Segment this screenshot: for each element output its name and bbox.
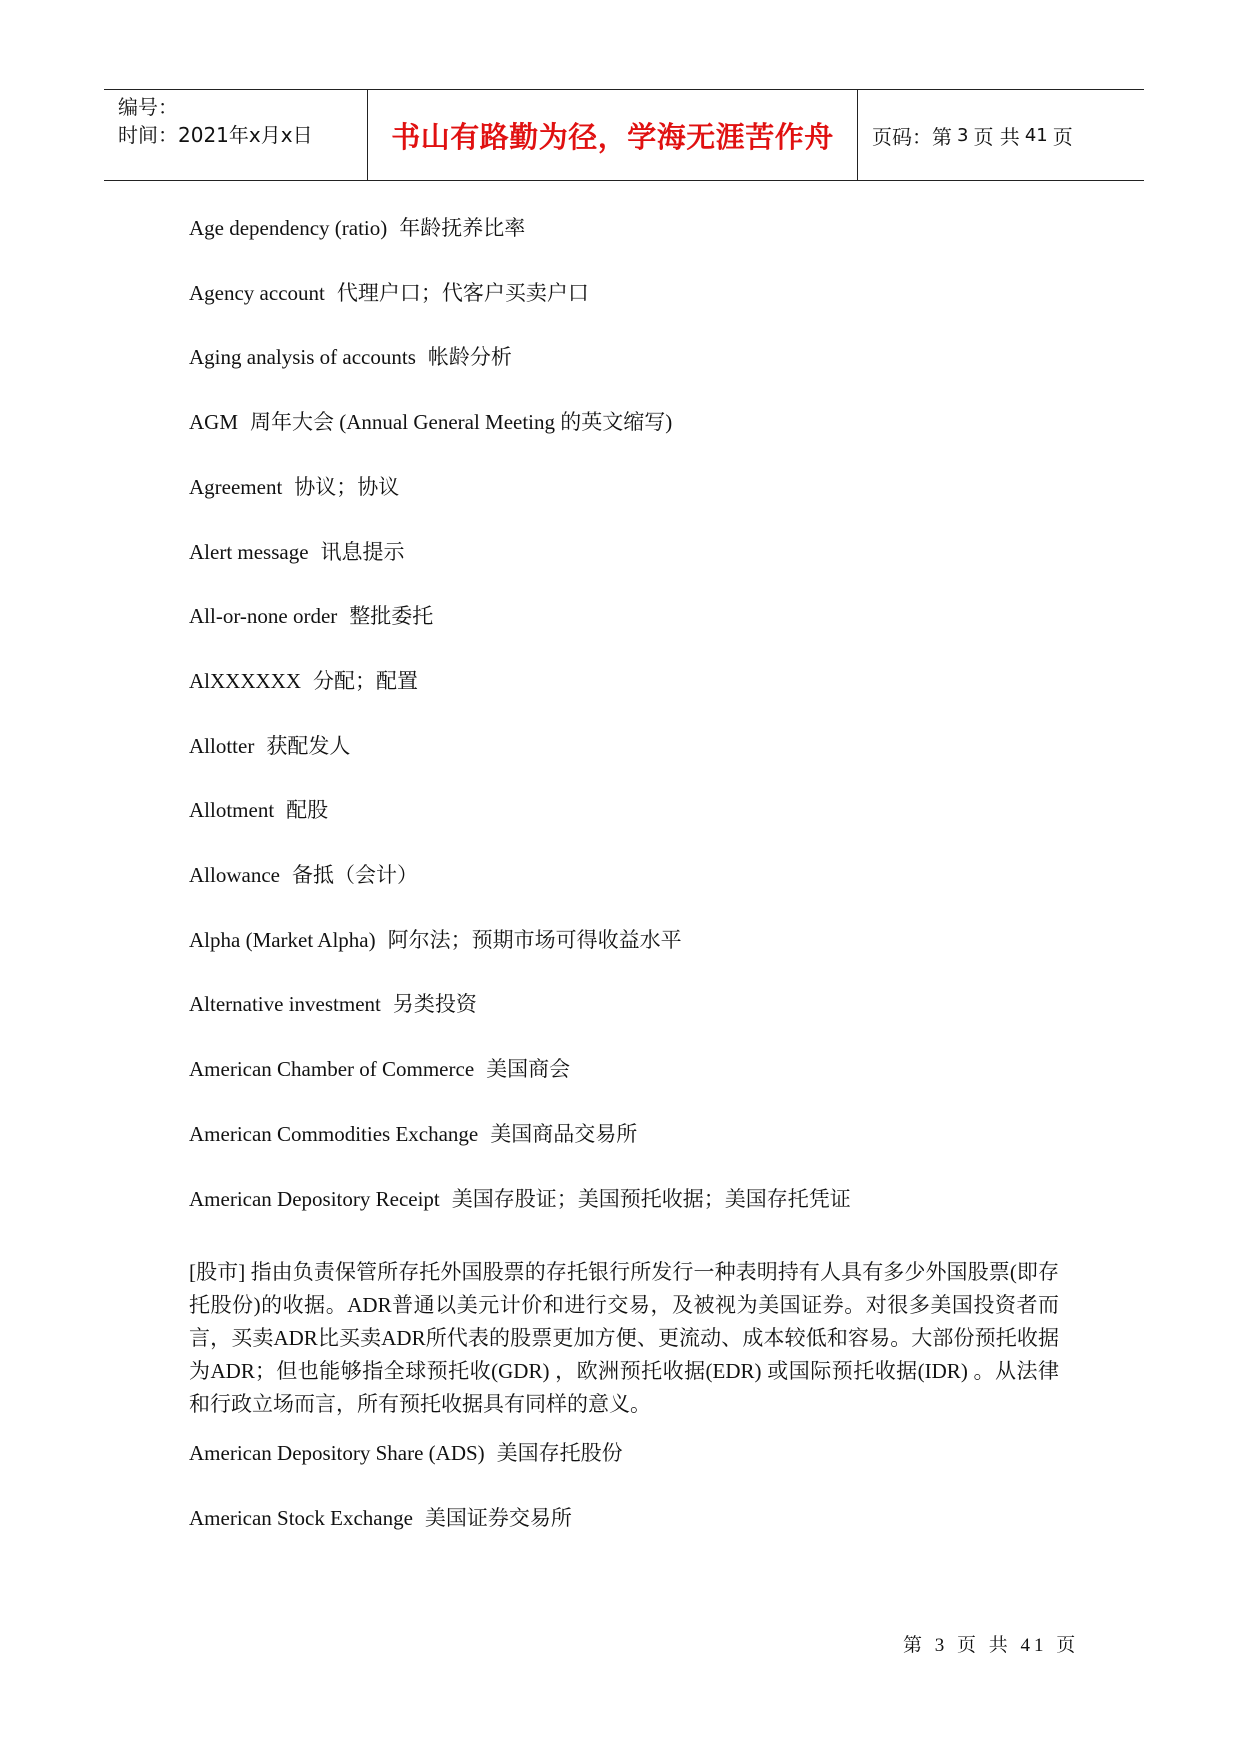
glossary-entry	[189, 602, 433, 630]
page-suffix: 页	[1052, 124, 1073, 149]
entry-term: All-or-none order	[189, 604, 338, 629]
entry-translation: 帐龄分析	[427, 345, 512, 370]
entry-term: Age dependency (ratio)	[189, 216, 388, 240]
entry-term: Alpha (Market Alpha)	[189, 927, 376, 952]
entry-term: Allowance	[189, 863, 280, 887]
entry-translation: 协议；协议	[294, 474, 400, 499]
entry-term: Alert message	[189, 539, 309, 564]
entry-translation: 周年大会 (Annual General Meeting 的英文缩写)	[250, 410, 673, 435]
glossary-entry	[189, 1439, 623, 1467]
entry-translation: 美国存股证；美国预托收据；美国存托凭证	[451, 1186, 851, 1211]
glossary-entry	[189, 538, 405, 566]
adr-description-paragraph: [股市] 指由负责保管所存托外国股票的存托银行所发行一种表明持有人具有多少外国股票(即存托股份)的收据。ADR普通以美元计价和进行交易，及被视为美国证券。对很多美国投资者而言，买卖ADR比买卖ADR所代表的股票更加方便、更流动、成本较低和容易。大部份预托收据为ADR；但也能够指全球预托收(GDR) ，欧洲预托收据(EDR) 或国际预托收据(IDR) 。从法律和行政立场而言，所有预托收据具有同样的意义。	[189, 1260, 1059, 1416]
entry-translation: 获配发人	[266, 733, 351, 758]
entry-translation: 另类投资	[392, 992, 477, 1017]
entry-term: American Commodities Exchange	[189, 1121, 479, 1146]
glossary-entry	[189, 1055, 570, 1083]
page-total: 41	[1024, 124, 1048, 146]
entry-term: AlXXXXXX	[189, 668, 301, 693]
glossary-entry	[189, 926, 682, 954]
entry-translation: 整批委托	[349, 604, 434, 629]
entry-term: American Depository Receipt	[189, 1186, 440, 1211]
entry-term: Alternative investment	[189, 992, 381, 1017]
entry-translation: 配股	[286, 798, 329, 823]
header-motto: 书山有路勤为径，学海无涯苦作舟	[391, 119, 834, 154]
entry-term: American Depository Share (ADS)	[189, 1441, 485, 1465]
entry-term: Agreement	[189, 474, 283, 499]
glossary-entry	[189, 667, 418, 695]
entry-translation: 美国商品交易所	[490, 1121, 638, 1146]
entry-translation: 年龄抚养比率	[399, 216, 526, 240]
page-footer: 第 3 页 共 41 页	[903, 1635, 1080, 1656]
entry-translation: 备抵（会计）	[291, 863, 418, 887]
entry-term: Agency account	[189, 280, 325, 305]
glossary-entry	[189, 1504, 572, 1532]
header-page-cell	[858, 90, 1144, 180]
document-time-label: 时间：2021年x月x日	[118, 123, 313, 147]
entry-term: American Stock Exchange	[189, 1505, 413, 1530]
glossary-entry	[189, 732, 350, 760]
glossary-entry	[189, 990, 477, 1018]
glossary-entry	[189, 279, 589, 307]
entry-translation: 分配；配置	[313, 668, 418, 693]
entry-term: Allotter	[189, 733, 255, 758]
glossary-entry	[189, 861, 418, 889]
entry-term: Aging analysis of accounts	[189, 345, 416, 370]
entry-term: American Chamber of Commerce	[189, 1057, 475, 1082]
page-header	[104, 89, 1144, 181]
entry-term: Allotment	[189, 798, 275, 823]
glossary-entry	[189, 796, 328, 824]
page-prefix: 页码：第	[872, 124, 952, 149]
entry-term: AGM	[189, 410, 239, 435]
header-info-cell	[104, 90, 368, 180]
page-mid: 页 共	[973, 124, 1020, 149]
glossary-entry	[189, 214, 525, 242]
entry-translation: 美国证券交易所	[424, 1505, 572, 1530]
glossary-entry	[189, 473, 399, 501]
glossary-entry	[189, 408, 672, 436]
document-number-label: 编号：	[118, 95, 178, 119]
entry-translation: 美国商会	[486, 1057, 571, 1082]
header-motto-cell	[368, 90, 858, 180]
entry-translation: 美国存托股份	[496, 1441, 623, 1465]
page-current: 3	[957, 124, 969, 146]
entry-translation: 阿尔法；预期市场可得收益水平	[387, 927, 682, 952]
glossary-entry	[189, 1185, 851, 1213]
entry-translation: 讯息提示	[320, 539, 405, 564]
glossary-entry	[189, 343, 512, 371]
glossary-entry	[189, 1120, 637, 1148]
entry-translation: 代理户口；代客户买卖户口	[336, 280, 589, 305]
